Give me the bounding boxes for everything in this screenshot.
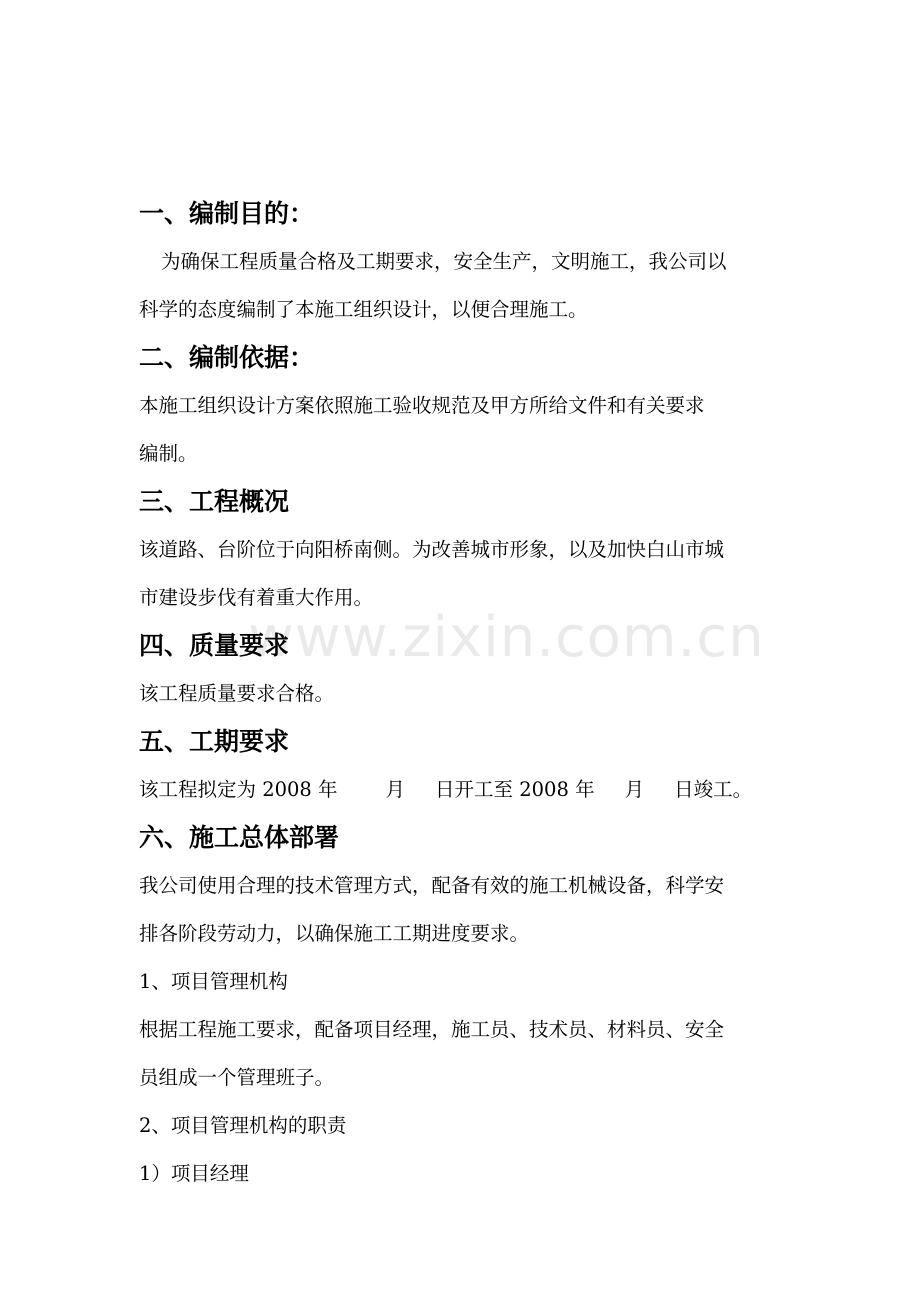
subheading-management-duties: 2、项目管理机构的职责 [139,1114,347,1137]
schedule-start-year: 该工程拟定为 2008 年 [139,778,338,801]
heading-basis: 二、编制依据： [139,343,315,372]
paragraph-line: 该工程质量要求合格。 [139,682,335,705]
heading-purpose: 一、编制目的： [139,199,315,228]
paragraph-line: 科学的态度编制了本施工组织设计，以便合理施工。 [139,298,588,321]
subheading-project-manager: 1）项目经理 [139,1162,249,1185]
paragraph-line: 为确保工程质量合格及工期要求，安全生产，文明施工，我公司以 [161,250,727,273]
heading-quality: 四、质量要求 [139,631,290,660]
heading-deployment: 六、施工总体部署 [139,823,340,852]
paragraph-line: 编制。 [139,442,198,465]
schedule-line [139,766,799,814]
schedule-start-month: 月 [385,778,406,801]
schedule-end-day: 日竣工。 [674,778,753,801]
schedule-end-year: 日开工至 2008 年 [435,778,595,801]
paragraph-line: 本施工组织设计方案依照施工验收规范及甲方所给文件和有关要求 [139,394,705,417]
paragraph-line: 该道路、台阶位于向阳桥南侧。为改善城市形象，以及加快白山市城 [139,538,725,561]
watermark: www.zixin.com.cn [248,605,765,670]
schedule-end-month: 月 [624,778,645,801]
paragraph-line: 员组成一个管理班子。 [139,1066,335,1089]
paragraph-line: 我公司使用合理的技术管理方式，配备有效的施工机械设备，科学安 [139,874,725,897]
paragraph-line: 根据工程施工要求，配备项目经理，施工员、技术员、材料员、安全 [139,1018,725,1041]
subheading-management-structure: 1、项目管理机构 [139,970,288,993]
paragraph-line: 市建设步伐有着重大作用。 [139,586,374,609]
heading-overview: 三、工程概况 [139,487,290,516]
heading-schedule: 五、工期要求 [139,727,290,756]
document-body [139,190,799,1198]
paragraph-line: 排各阶段劳动力，以确保施工工期进度要求。 [139,922,530,945]
